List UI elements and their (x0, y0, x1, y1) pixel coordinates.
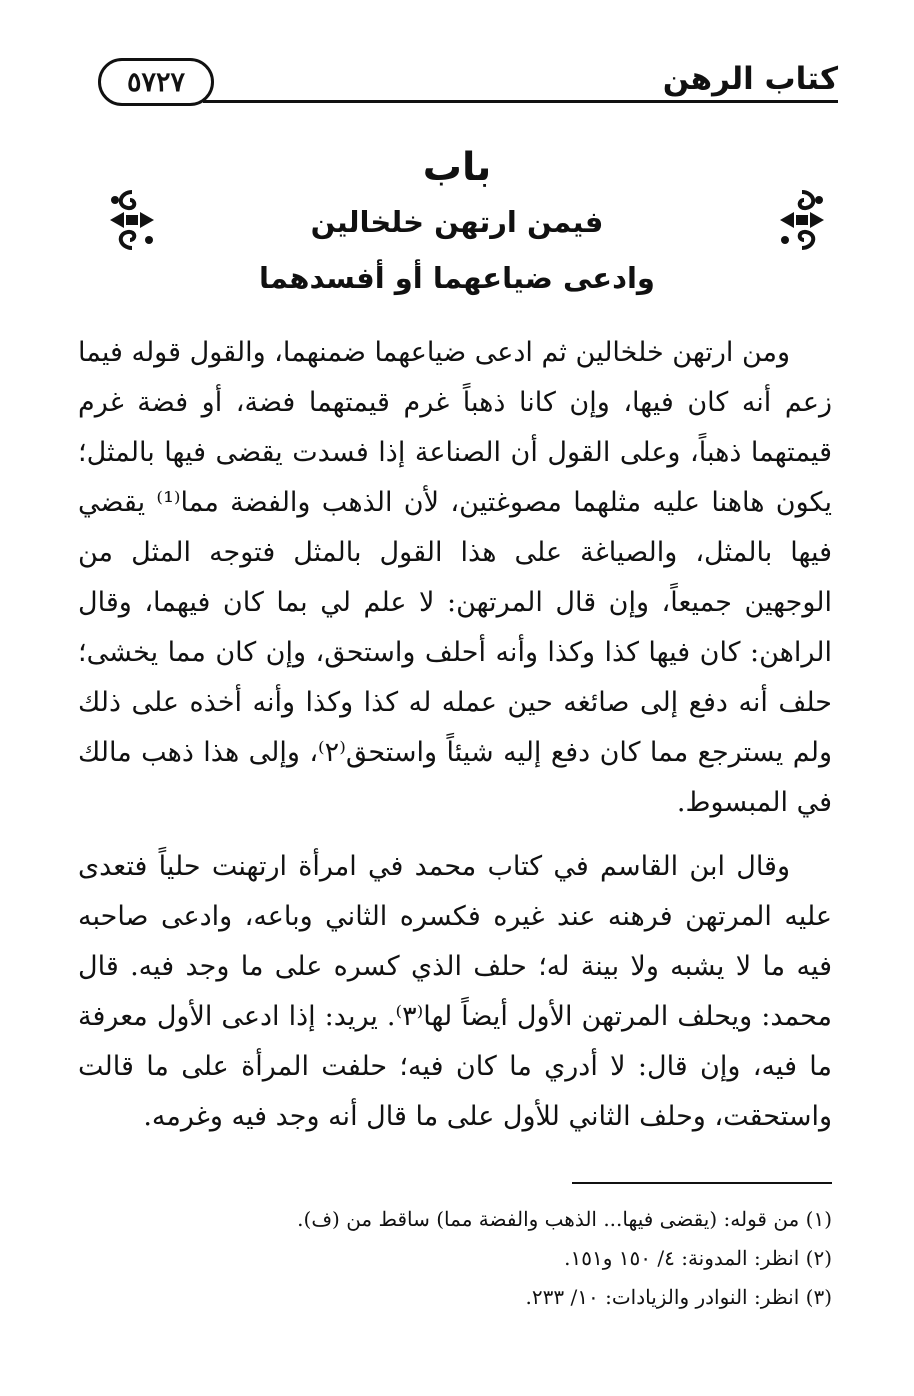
footnote: (٣) انظر: النوادر والزيادات: ١٠/ ٢٣٣. (525, 1285, 832, 1309)
footnote: (٢) انظر: المدونة: ٤/ ١٥٠ و١٥١. (564, 1246, 832, 1270)
header-rule (203, 100, 838, 103)
chapter-title-line-2: وادعى ضياعهما أو أفسدهما (259, 261, 655, 295)
chapter-label: باب (422, 145, 492, 190)
page-number: ٥٧٢٧ (98, 58, 214, 106)
footnotes (78, 1200, 832, 1317)
footnote: (١) من قوله: (يقضى فيها... الذهب والفضة مما) ساقط من (ف). (297, 1207, 832, 1231)
main-paragraph: وقال ابن القاسم في كتاب محمد في امرأة ارتهنت حلياً فتعدى عليه المرتهن فرهنه عند غيره فكسره الثاني وباعه، وادعى صاحبه فيه ما لا يشبه ولا بينة له؛ حلف الذي كسره على ما وجد فيه. قال محمد: ويحلف المرتهن الأول أيضاً لها⁽٣⁾. يريد: إذا ادعى الأول معرفة ما فيه، وإن قال: لا أدري ما كان فيه؛ حلفت المرأة على ما قالت واستحقت، وحلف الثاني للأول على ما قال أنه وجد فيه وغرمه. (78, 851, 832, 1132)
main-paragraph: ومن ارتهن خلخالين ثم ادعى ضياعهما ضمنهما، والقول قوله فيما زعم أنه كان فيها، وإن كانا ذهباً غرم قيمتهما فضة، أو فضة غرم قيمتهما ذهباً، وعلى القول أن الصناعة إذا فسدت يقضى فيها بالمثل؛ يكون هاهنا عليه مثلهما مصوغتين، لأن الذهب والفضة مما⁽¹⁾ يقضي فيها بالمثل، والصياغة على هذا القول بالمثل فتوجه المثل من الوجهين جميعاً، وإن قال المرتهن: لا علم لي بما كان فيهما، وقال الراهن: كان فيها كذا وكذا وأنه أحلف واستحق، وإن كان مما يخشى؛ حلف أنه دفع إلى صائغه حين عمله له كذا وكذا وأنه أخذه على ذلك ولم يسترجع مما كان دفع إليه شيئاً واستحق⁽٢⁾، وإلى هذا ذهب مالك في المبسوط. (78, 337, 832, 818)
page-header (98, 58, 838, 108)
footnote-divider (572, 1182, 832, 1184)
book-title: كتاب الرهن (662, 61, 838, 97)
main-text (78, 328, 832, 1156)
chapter-heading (0, 142, 914, 306)
chapter-title-line-1: فيمن ارتهن خلخالين (310, 205, 604, 239)
